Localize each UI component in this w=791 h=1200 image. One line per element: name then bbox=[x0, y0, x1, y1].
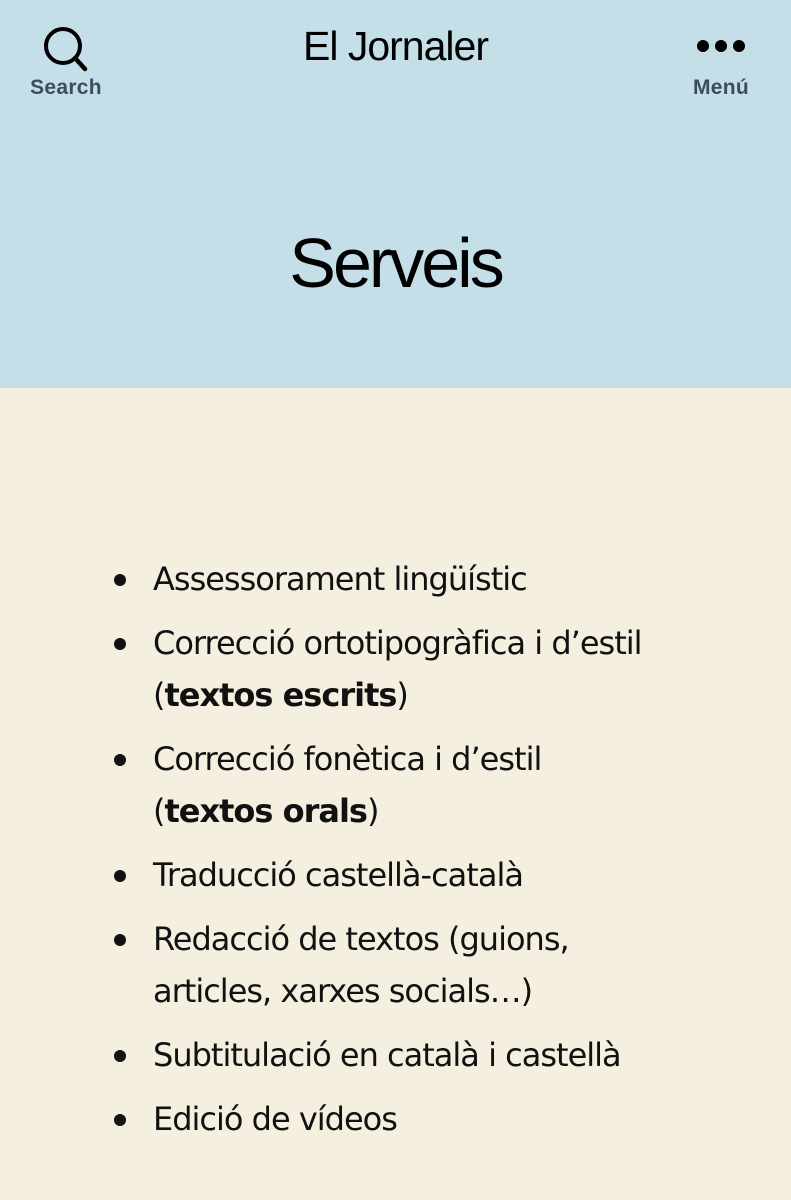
more-dots-icon bbox=[691, 18, 751, 74]
menu-button[interactable] bbox=[666, 18, 776, 108]
services-list bbox=[153, 553, 653, 1157]
site-header bbox=[0, 0, 791, 388]
page-title: Serveis bbox=[289, 224, 502, 302]
list-item: Assessorament lingüístic bbox=[153, 553, 653, 605]
search-label: Search bbox=[30, 76, 102, 99]
list-item: Subtitulació en català i castellà bbox=[153, 1029, 653, 1081]
list-item: Traducció castellà-català bbox=[153, 849, 653, 901]
search-icon bbox=[38, 18, 94, 74]
list-item: Edició de vídeos bbox=[153, 1093, 653, 1145]
menu-label: Menú bbox=[692, 76, 750, 99]
list-item: Redacció de textos (guions, articles, xarxes socials…) bbox=[153, 913, 653, 1017]
search-button[interactable] bbox=[11, 18, 121, 108]
site-title[interactable]: El Jornaler bbox=[303, 23, 488, 69]
list-item: Correcció fonètica i d’estil (textos orals) bbox=[153, 733, 653, 837]
list-item: Correcció ortotipogràfica i d’estil (textos escrits) bbox=[153, 617, 653, 721]
